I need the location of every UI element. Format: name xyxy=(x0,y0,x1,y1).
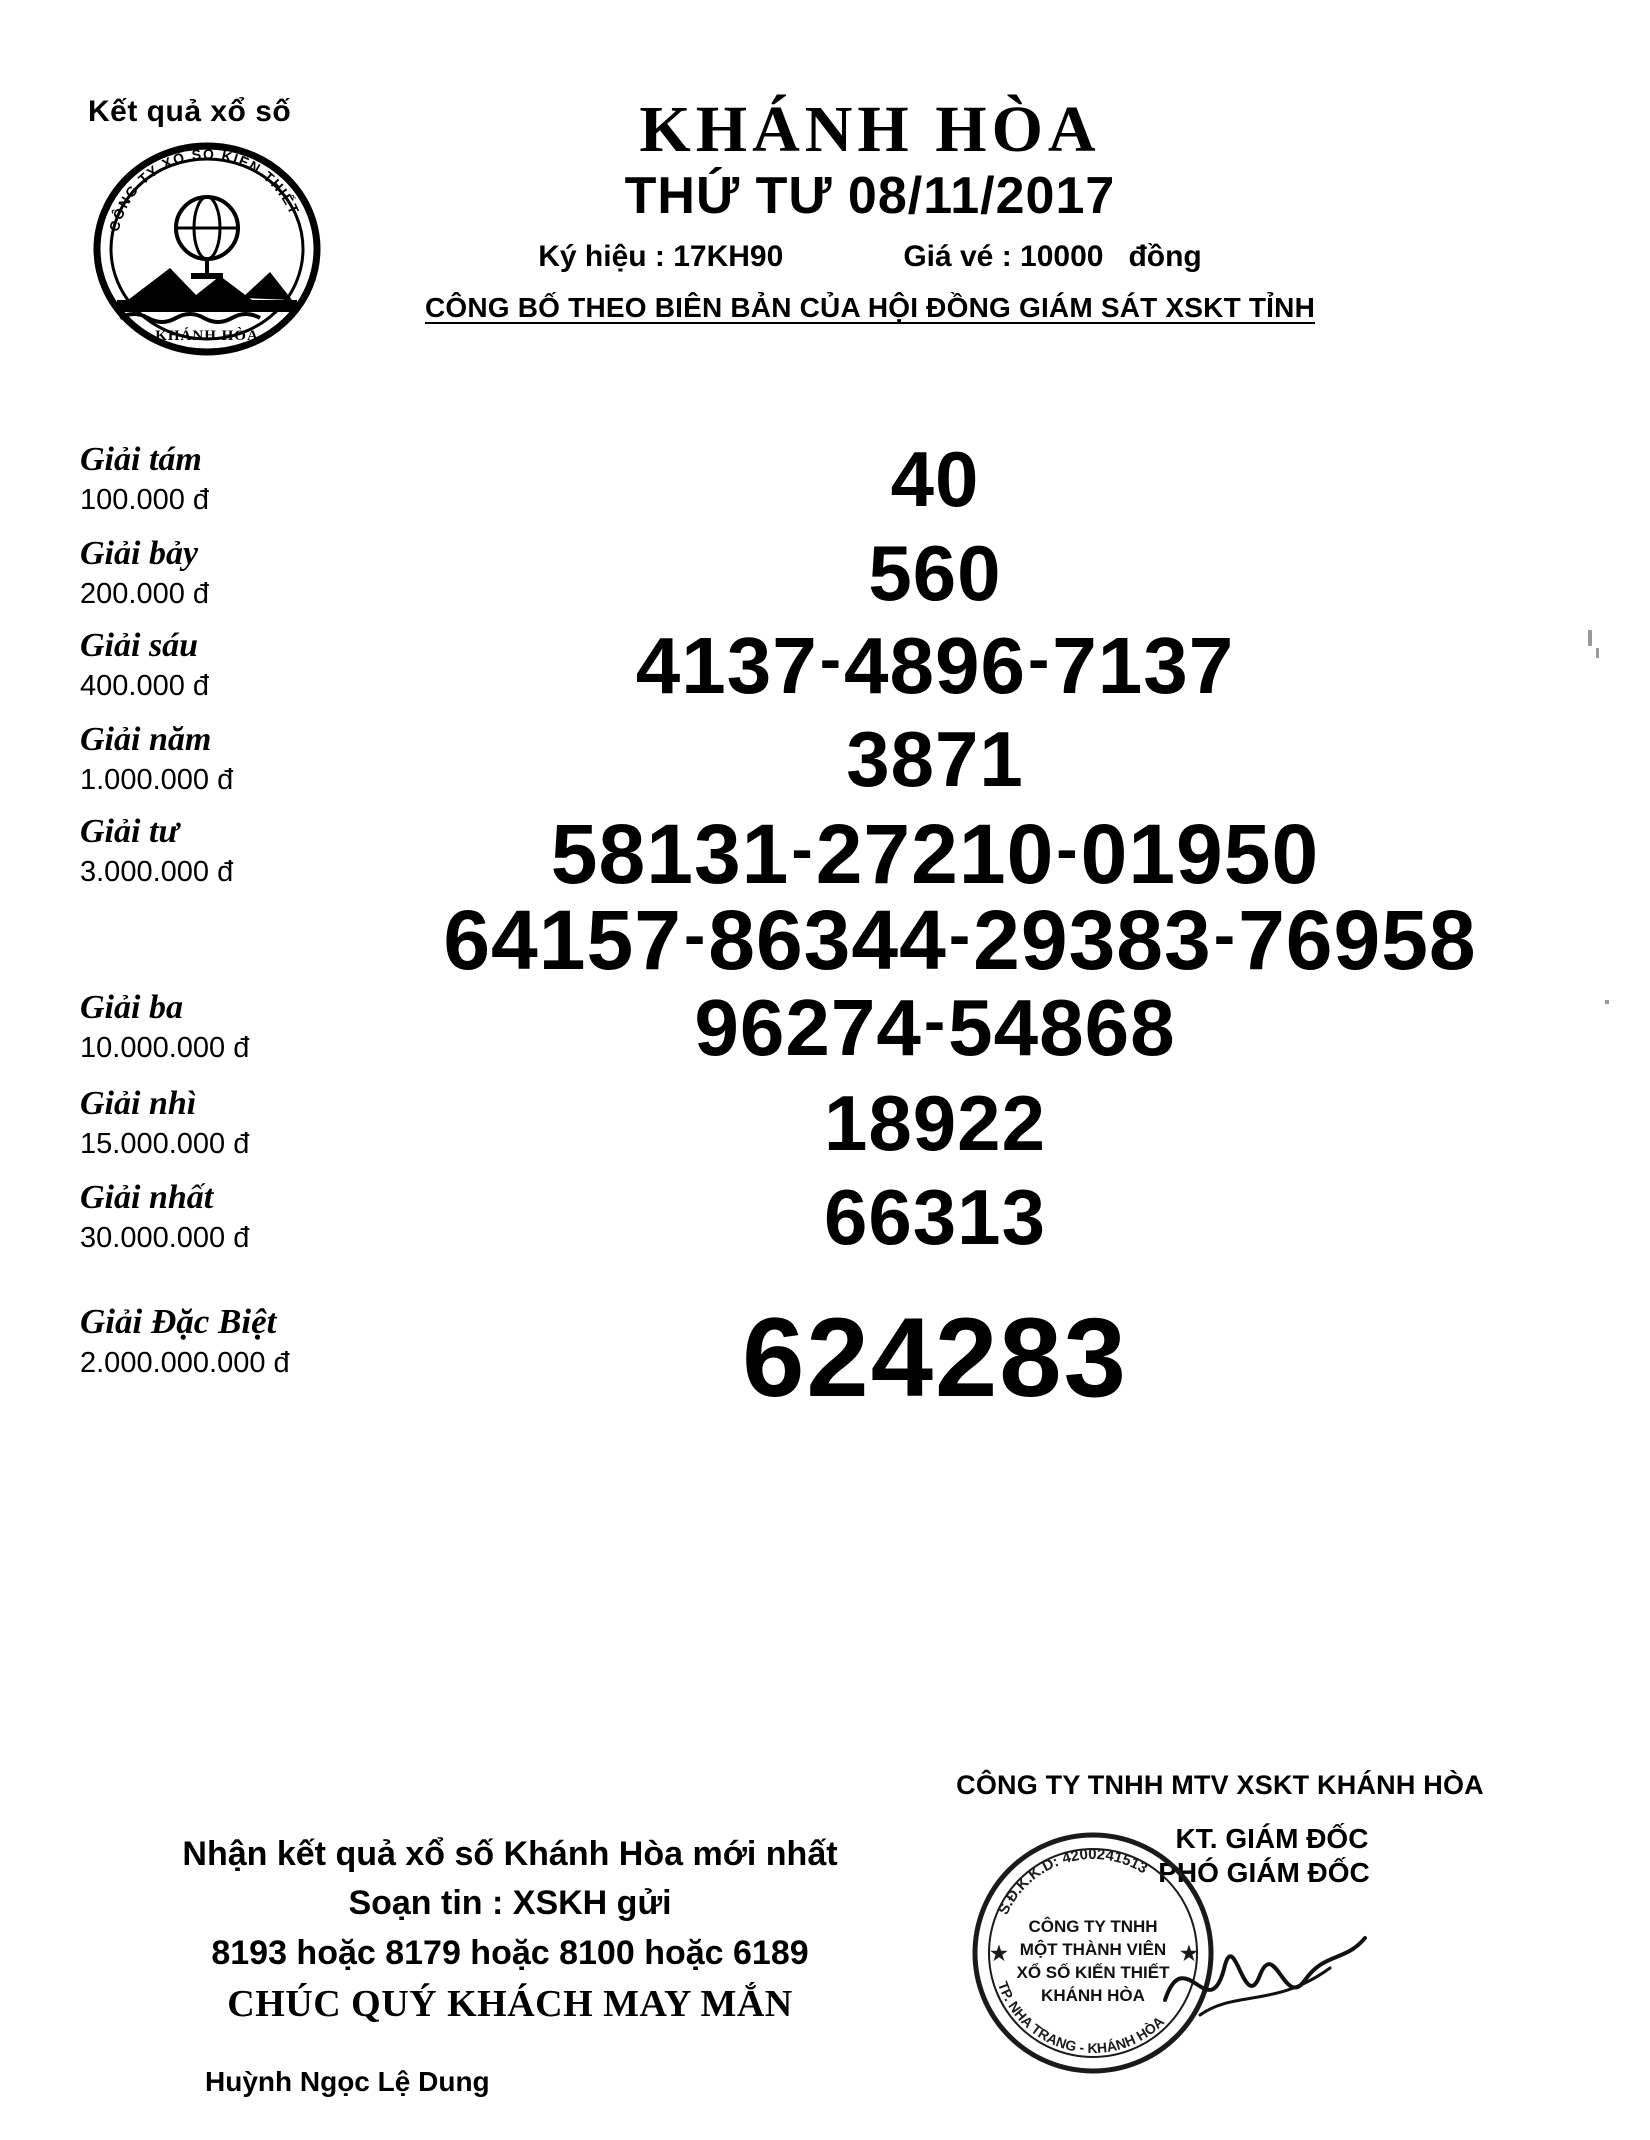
prize-label xyxy=(0,720,330,798)
winning-number: 66313 xyxy=(824,1173,1046,1261)
prize-label xyxy=(0,1178,330,1256)
winning-number: 3871 xyxy=(846,715,1024,803)
svg-text:★: ★ xyxy=(990,1943,1008,1965)
winning-number: 01950 xyxy=(1080,807,1320,901)
sms-line-1: Nhận kết quả xổ số Khánh Hòa mới nhất xyxy=(182,1835,838,1873)
sms-line-3: 8193 hoặc 8179 hoặc 8100 hoặc 6189 xyxy=(211,1933,809,1972)
number-separator: - xyxy=(1056,813,1079,885)
company-logo xyxy=(92,140,322,358)
scan-speck xyxy=(1605,1000,1609,1004)
prize-row xyxy=(0,529,1650,617)
prize-numbers xyxy=(330,1079,1650,1167)
page-title: Kết quả xổ số xyxy=(88,95,292,128)
sms-info xyxy=(60,1830,960,2026)
header xyxy=(0,0,1650,420)
prize-numbers xyxy=(330,1173,1650,1261)
winning-number: 4896 xyxy=(844,621,1026,710)
title-block xyxy=(330,95,1410,324)
announcement-note: CÔNG BỐ THEO BIÊN BẢN CỦA HỘI ĐỒNG GIÁM SÁT XSKT TỈNH xyxy=(424,292,1316,324)
svg-text:S.Đ.K.K.D: 4200241513: S.Đ.K.K.D: 4200241513 xyxy=(994,1845,1151,1918)
winning-number: 86344 xyxy=(708,893,947,987)
prize-name: Giải ba xyxy=(80,989,183,1026)
sms-line-2: Soạn tin : XSKH gửi xyxy=(348,1884,672,1923)
prize-name: Giải nhì xyxy=(80,1085,197,1122)
prize-amount: 15.000.000 đ xyxy=(80,1128,250,1161)
number-separator: - xyxy=(791,813,814,885)
prize-label xyxy=(0,534,330,612)
prize-row xyxy=(0,807,1650,901)
prize-label xyxy=(0,812,330,890)
prize-name: Giải tư xyxy=(80,813,179,850)
number-separator: - xyxy=(1027,623,1051,695)
ticket-price: Giá vé : 10000 đồng xyxy=(903,240,1202,274)
prize-numbers xyxy=(330,1295,1650,1420)
scan-speck xyxy=(1596,648,1599,658)
prize-label xyxy=(0,1084,330,1162)
prize-label xyxy=(0,626,330,704)
winning-number: 18922 xyxy=(824,1079,1046,1167)
winning-number: 54868 xyxy=(948,983,1176,1072)
prize-row xyxy=(0,983,1650,1072)
svg-text:TP. NHA TRANG - KHÁNH HÒA: TP. NHA TRANG - KHÁNH HÒA xyxy=(994,1979,1168,2057)
prize-name: Giải nhất xyxy=(80,1179,214,1216)
winning-number: 7137 xyxy=(1052,621,1235,710)
seal-line-2: MỘT THÀNH VIÊN xyxy=(1019,1939,1167,1959)
winning-number: 76958 xyxy=(1238,893,1477,987)
prize-row xyxy=(0,621,1650,710)
prize-name: Giải bảy xyxy=(80,535,199,572)
winning-number: 64157 xyxy=(443,893,682,987)
prize-amount: 1.000.000 đ xyxy=(80,764,234,797)
prize-row xyxy=(0,1295,1650,1420)
signer-position: PHÓ GIÁM ĐỐC xyxy=(1158,1857,1370,1888)
prize-amount: 2.000.000.000 đ xyxy=(80,1347,290,1380)
number-separator: - xyxy=(948,899,972,971)
prize-table xyxy=(0,435,1650,1420)
prize-name: Giải Đặc Biệt xyxy=(80,1302,277,1341)
winning-number: 40 xyxy=(890,435,980,523)
prize-numbers xyxy=(330,715,1650,803)
prize-numbers xyxy=(330,529,1650,617)
winning-number: 29383 xyxy=(973,893,1212,987)
prize-amount: 200.000 đ xyxy=(80,578,210,611)
company-name: CÔNG TY TNHH MTV XSKT KHÁNH HÒA xyxy=(956,1770,1484,1800)
prize-label xyxy=(0,988,330,1066)
number-separator: - xyxy=(683,899,707,971)
prize-name: Giải năm xyxy=(80,721,212,758)
draw-date: THỨ TƯ 08/11/2017 xyxy=(624,167,1116,226)
prize-row xyxy=(0,893,1650,987)
prize-row xyxy=(0,715,1650,803)
prize-amount: 3.000.000 đ xyxy=(80,856,234,889)
seal-line-3: XỔ SỐ KIẾN THIẾT xyxy=(1016,1962,1170,1982)
prize-amount: 10.000.000 đ xyxy=(80,1032,250,1065)
prize-row xyxy=(0,435,1650,523)
prize-row xyxy=(0,1079,1650,1167)
prize-numbers xyxy=(330,893,1650,987)
winning-number: 58131 xyxy=(550,807,790,901)
winning-number: 560 xyxy=(868,529,1002,617)
number-separator: - xyxy=(923,985,947,1057)
number-separator: - xyxy=(819,623,843,695)
prize-numbers xyxy=(330,435,1650,523)
ticket-symbol: Ký hiệu : 17KH90 xyxy=(538,240,784,274)
prize-label xyxy=(0,440,330,518)
prize-row xyxy=(0,1173,1650,1261)
good-luck-line: CHÚC QUÝ KHÁCH MAY MẮN xyxy=(227,1982,793,2025)
prize-name: Giải sáu xyxy=(80,627,199,664)
prize-name: Giải tám xyxy=(80,441,202,478)
winning-number: 27210 xyxy=(815,807,1055,901)
prize-numbers xyxy=(330,621,1650,710)
prize-numbers xyxy=(330,983,1650,1072)
signer-role-prefix: KT. GIÁM ĐỐC xyxy=(1175,1823,1369,1854)
winning-number: 624283 xyxy=(742,1295,1128,1420)
footer xyxy=(0,1770,1650,2140)
svg-text:KHÁNH HÒA: KHÁNH HÒA xyxy=(155,328,259,344)
prize-label xyxy=(0,1302,330,1381)
seal-line-1: CÔNG TY TNHH xyxy=(1028,1917,1158,1936)
province-name: KHÁNH HÒA xyxy=(639,93,1101,166)
svg-text:CÔNG TY XỔ SỐ KIẾN THIẾT: CÔNG TY XỔ SỐ KIẾN THIẾT xyxy=(105,145,303,233)
signer-name: Huỳnh Ngọc Lệ Dung xyxy=(205,2066,490,2097)
handwritten-signature xyxy=(1155,1920,1375,2050)
prize-amount: 30.000.000 đ xyxy=(80,1222,250,1255)
ticket-meta xyxy=(330,240,1410,274)
seal-line-4: KHÁNH HÒA xyxy=(1041,1985,1145,2005)
winning-number: 96274 xyxy=(694,983,922,1072)
scan-speck xyxy=(1588,630,1592,646)
prize-amount: 100.000 đ xyxy=(80,484,210,517)
winning-number: 4137 xyxy=(635,621,818,710)
svg-text:★: ★ xyxy=(1180,1943,1198,1965)
prize-numbers xyxy=(330,807,1650,901)
number-separator: - xyxy=(1213,899,1237,971)
prize-amount: 400.000 đ xyxy=(80,670,210,703)
